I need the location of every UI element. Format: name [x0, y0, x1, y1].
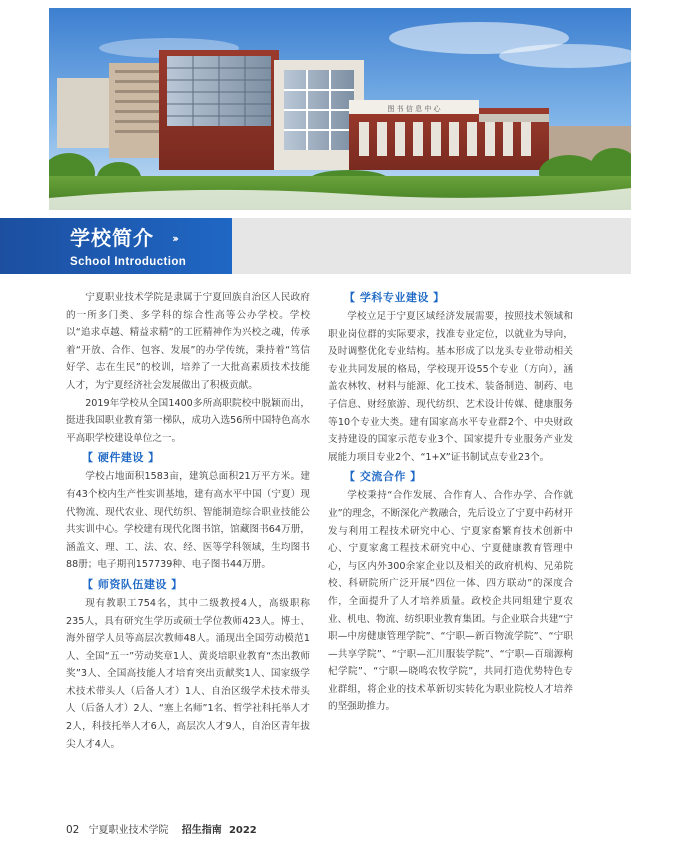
- page-number: 02: [66, 824, 80, 836]
- section-subtitle: School Introduction: [70, 256, 187, 268]
- faculty-heading: 【 师资队伍建设 】: [82, 577, 183, 591]
- building-sign: 图 书 信 息 中 心: [387, 105, 441, 113]
- footer-school-name: 宁夏职业技术学院: [88, 825, 169, 836]
- campus-photo: [49, 8, 631, 210]
- chevron-right-icon: ›››: [172, 232, 177, 245]
- discipline-paragraph: 学校立足于宁夏区域经济发展需要，按照技术领域和职业岗位群的实际要求，找准专业定位，以就业为导向，及时调整优化专业结构。基本形成了以龙头专业带动相关专业共同发展的格局，学校现开设55个专业（方向），涵盖农林牧、材料与能源、化工技术、装备制造、制药、电子信息、财经旅游、现代纺织、艺术设计传媒、健康服务等10个专业大类。建有国家高水平专业群2个、中央财政支持建设的国家示范专业3个、国家提升专业服务产业发展能力项目专业2个、“1+X”证书制试点专业23个。: [328, 311, 573, 463]
- footer-guide-title: 招生指南: [181, 825, 222, 836]
- discipline-heading: 【 学科专业建设 】: [344, 291, 445, 304]
- right-column: [328, 289, 573, 716]
- hardware-heading: 【 硬件建设 】: [82, 451, 160, 465]
- campus-building-illustration: [49, 8, 631, 210]
- intro-paragraph-2: 2019年学校从全国1400多所高职院校中脱颖而出，挺进我国职业教育第一梯队，成功入选56所中国特色高水平高职学校建设单位之一。: [66, 397, 310, 444]
- exchange-heading: 【 交流合作 】: [344, 470, 422, 484]
- page-footer: [66, 823, 257, 837]
- faculty-paragraph: 现有教职工754名，其中二级教授4人，高级职称235人，具有研究生学历或硕士学位教师423人。博士、海外留学人员等高层次教师48人。涌现出全国劳动模范1人、全国“五一”劳动奖章1人、黄炎培职业教育“杰出教师奖”3人、全国高技能人才培育突出贡献奖1人、国家级学术技术带头人（后备人才）1人、自治区级学术技术带头人（后备人才）2人、“塞上名师”1名、哲学社科托举人才2人，科技托举人才6人，高层次人才9人，自治区青年拔尖人才4人。: [66, 597, 310, 750]
- footer-year: 2022: [228, 825, 257, 836]
- section-title: 学校简介: [70, 226, 154, 250]
- intro-paragraph-1: 宁夏职业技术学院是隶属于宁夏回族自治区人民政府的一所多门类、多学科的综合性高等公办学校。学校以“追求卓越、精益求精”的工匠精神作为兴校之魂，传承着“开放、合作、包容、发展”的办学传统，秉持着“笃信好学、志在生民”的校训，培养了一大批高素质技术技能人才，为宁夏经济社会发展做出了积极贡献。: [66, 292, 310, 391]
- exchange-paragraph: 学校秉持“合作发展、合作育人、合作办学、合作就业”的理念，不断深化产教融合，先后设立了宁夏中药材开发与利用工程技术研究中心、宁夏家畜繁育技术创新中心、宁夏家禽工程技术研究中心、宁夏健康教育管理中心，与区内外300余家企业以及相关的政府机构、兄弟院校、科研院所广泛开展“四位一体、四方联动”的深度合作，全面提升了人才培养质量。政校企共同组建宁夏农业、机电、物流、纺织职业教育集团。与企业联合共建“宁职—中房健康管理学院”、“宁职—新百物流学院”、“宁职—共享学院”、“宁职—汇川服装学院”、“宁职—百瑞源枸杞学院”、“宁职—晓鸣农牧学院”，共同打造优势特色专业群组，将企业的技术革新切实转化为职业院校人才培养的坚强助推力。: [328, 490, 573, 713]
- hardware-paragraph: 学校占地面积1583亩，建筑总面积21万平方米。建有43个校内生产性实训基地，建有高水平中国（宁夏）现代物流、现代农业、现代纺织、智能制造综合职业技能公共实训中心。学校建有现代化图书馆，馆藏图书64万册，涵盖文、理、工、法、农、经、医等学科领域，生均图书88册；电子期刊157739种、电子图书44万册。: [66, 471, 310, 571]
- left-column: [66, 289, 310, 753]
